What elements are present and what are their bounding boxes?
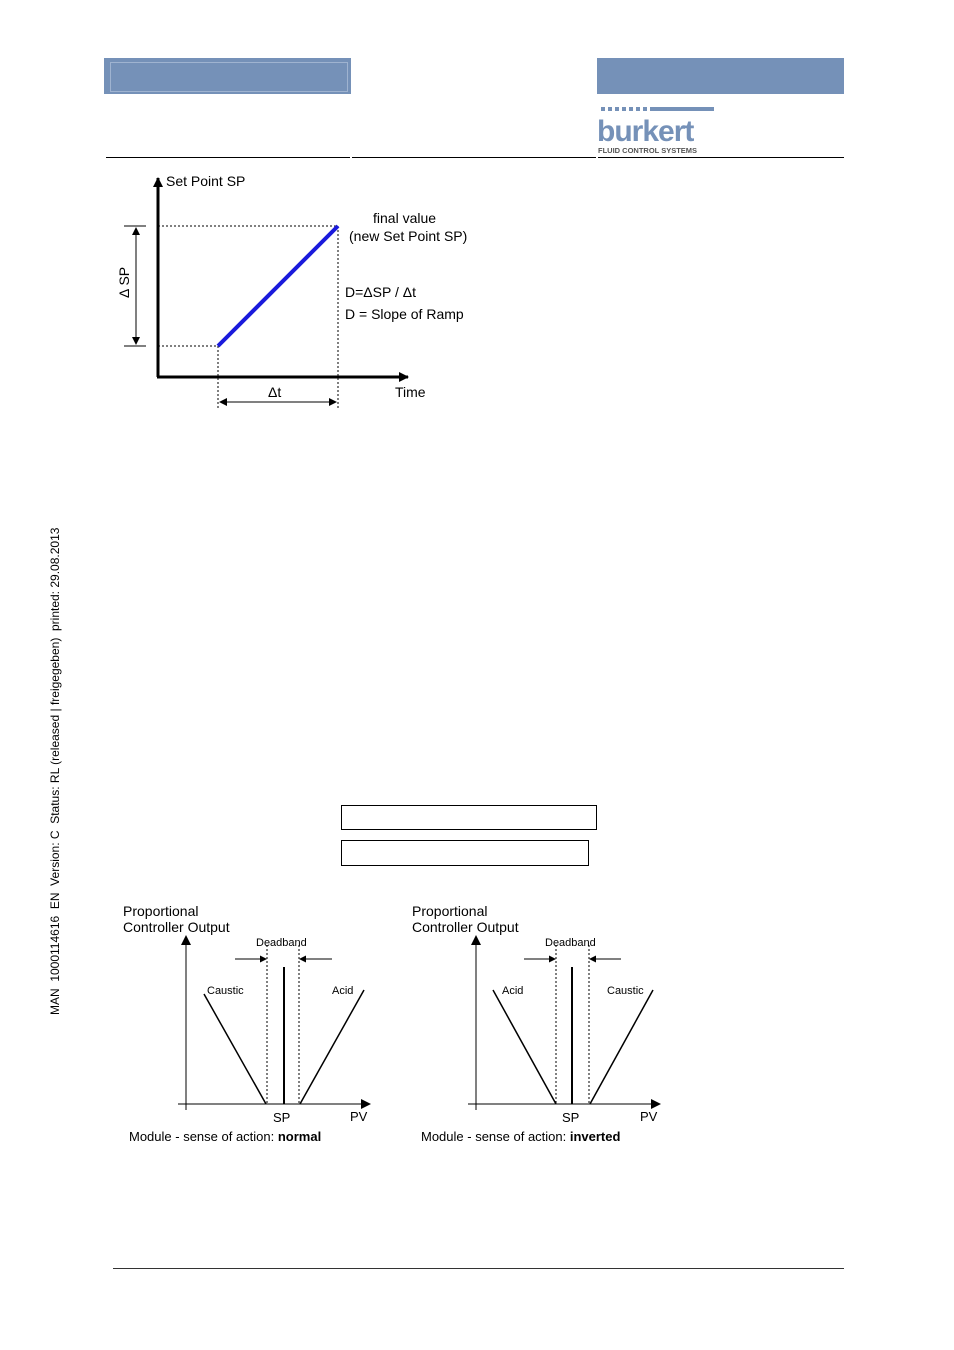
diagram-normal-sp: SP <box>273 1110 291 1125</box>
final-value-label-2: (new Set Point SP) <box>349 228 468 244</box>
slope-formula: D=ΔSP / Δt <box>345 284 416 300</box>
deadband-diagrams <box>0 880 954 1160</box>
diagram-inverted-caption: Module - sense of action: inverted <box>421 1129 621 1144</box>
diagram-inverted-pv: PV <box>640 1109 658 1124</box>
diagram-inverted <box>412 903 660 1144</box>
diagram-inverted-y-label-1: Proportional <box>412 903 488 919</box>
slope-description: D = Slope of Ramp <box>345 306 464 322</box>
svg-text:FLUID CONTROL SYSTEMS: FLUID CONTROL SYSTEMS <box>598 146 698 155</box>
final-value-label-1: final value <box>373 210 437 226</box>
ramp-line <box>218 226 338 346</box>
footer-rule <box>113 1268 844 1269</box>
document-side-note: MAN 1000114616 EN Version: C Status: RL (released | freigegeben) printed: 29.08.2013 <box>48 527 62 1015</box>
diagram-normal-pv: PV <box>350 1109 368 1124</box>
diagram-inverted-deadband: Deadband <box>545 937 596 949</box>
ramp-y-axis-label: Set Point SP <box>166 173 246 189</box>
diagram-inverted-sp: SP <box>562 1110 580 1125</box>
empty-field-box-2 <box>341 840 589 866</box>
svg-text:burkert: burkert <box>597 115 694 148</box>
diagram-normal-y-label-1: Proportional <box>123 903 199 919</box>
diagram-inverted-right: Caustic <box>607 985 644 997</box>
diagram-inverted-y-label-2: Controller Output <box>412 919 519 935</box>
delta-sp-label: Δ SP <box>116 266 132 298</box>
delta-t-label: Δt <box>268 384 282 400</box>
ramp-x-axis-label: Time <box>395 384 426 400</box>
diagram-normal-right: Acid <box>332 985 354 997</box>
diagram-normal-left: Caustic <box>207 985 244 997</box>
diagram-normal-y-label-2: Controller Output <box>123 919 230 935</box>
diagram-normal-caption: Module - sense of action: normal <box>129 1129 322 1144</box>
diagram-normal-deadband: Deadband <box>256 937 307 949</box>
empty-field-box-1 <box>341 805 597 830</box>
ramp-figure <box>0 0 954 420</box>
diagram-inverted-left: Acid <box>502 985 524 997</box>
diagram-normal <box>123 903 370 1144</box>
